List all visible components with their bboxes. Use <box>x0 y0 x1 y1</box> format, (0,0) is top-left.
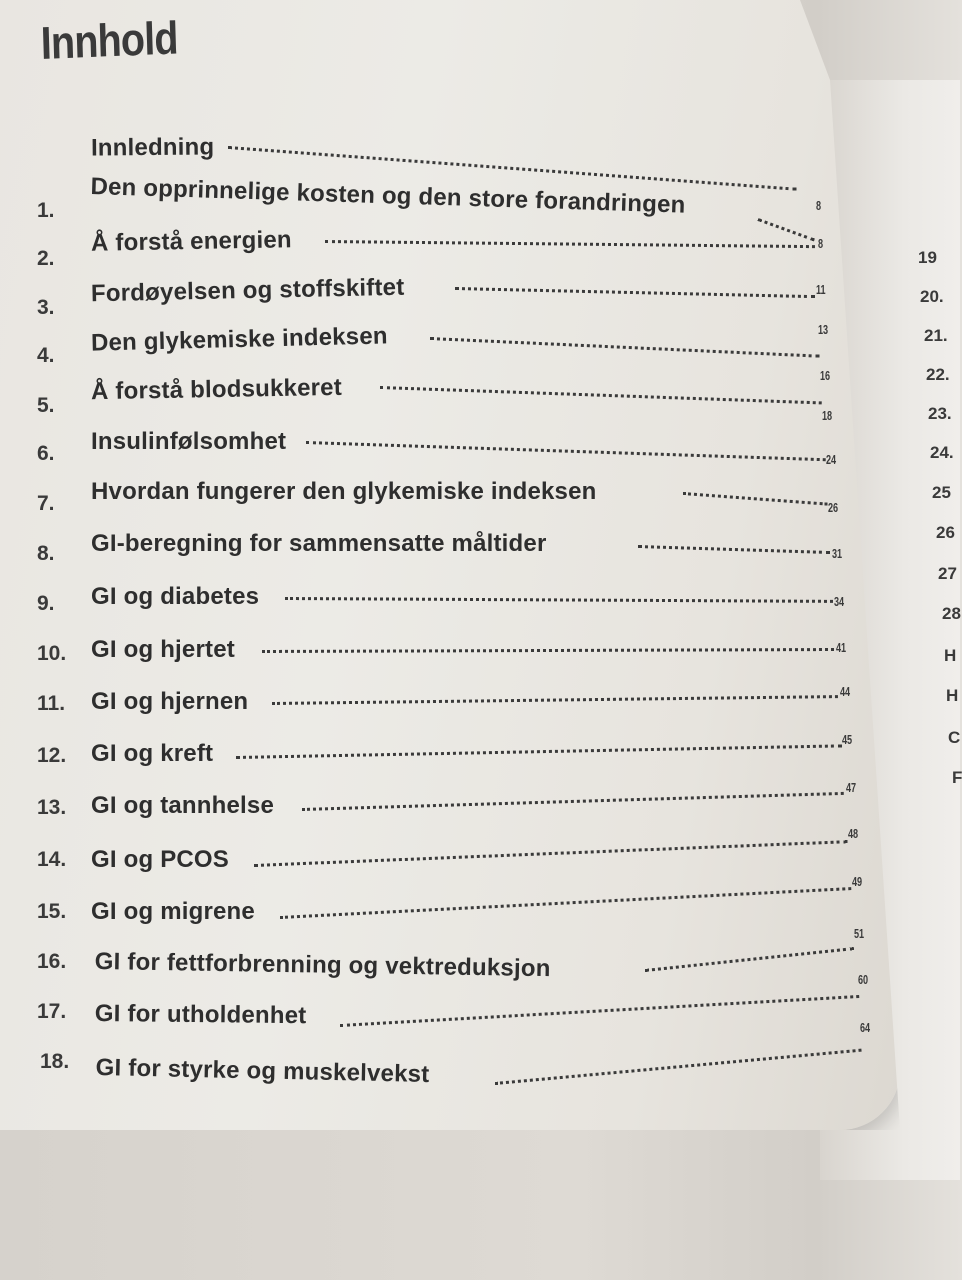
toc-entry-page: 13 <box>818 322 829 337</box>
toc-entry-label: Fordøyelsen og stoffskiftet <box>90 273 405 308</box>
toc-entry-number: 2. <box>37 247 55 270</box>
next-page-number: 27 <box>938 564 957 583</box>
toc-entry-page: 11 <box>816 282 826 297</box>
toc-leader <box>340 995 859 1027</box>
toc-entry-number: 15. <box>37 900 67 923</box>
toc-leader <box>495 1049 862 1085</box>
toc-entry-page: 45 <box>842 732 853 747</box>
toc-leader <box>285 597 833 603</box>
toc-entry-label: GI og hjernen <box>91 688 249 715</box>
toc-entry-label: GI og kreft <box>91 740 214 767</box>
next-page-number: H <box>944 646 957 665</box>
toc-entry-number: 13. <box>37 796 67 819</box>
toc-entry-number: 14. <box>37 848 67 871</box>
toc-entry-label: Hvordan fungerer den glykemiske indeksen <box>91 478 597 505</box>
toc-entry-number: 17. <box>37 1000 67 1023</box>
toc-leader <box>380 386 822 404</box>
toc-entry-page: 16 <box>820 368 831 383</box>
next-page-number: 22. <box>926 365 950 384</box>
toc-entry-number: 5. <box>37 394 55 417</box>
toc-entry-number: 12. <box>37 744 67 767</box>
toc-entry-label: Innledning <box>90 133 215 162</box>
toc-entry-page: 64 <box>860 1020 871 1035</box>
toc-leader <box>280 887 851 919</box>
toc-entry-label: Å forstå energien <box>90 226 292 257</box>
toc-entry-label: GI og PCOS <box>91 846 230 873</box>
toc-entry-page: 47 <box>846 780 857 795</box>
toc-entry-number: 3. <box>37 296 55 319</box>
toc-entry-page: 41 <box>836 640 847 655</box>
toc-entry-label: Å forstå blodsukkeret <box>90 373 343 406</box>
toc-entry-page: 8 <box>816 198 822 213</box>
toc-leader <box>645 947 854 972</box>
toc-entry-label: GI og tannhelse <box>91 792 275 819</box>
toc-entry-page: 24 <box>826 452 837 467</box>
toc-entry-page: 34 <box>834 594 845 609</box>
toc-entry-number: 10. <box>37 642 67 665</box>
toc-entry-label: GI for utholdenhet <box>94 1000 307 1030</box>
toc-entry-number: 18. <box>40 1050 70 1073</box>
toc-entry-label: GI-beregning for sammensatte måltider <box>91 530 547 557</box>
toc-entry-page: 8 <box>818 236 824 251</box>
toc-entry-number: 6. <box>37 442 55 465</box>
next-page-number: 26 <box>936 523 955 542</box>
toc-entry-label: GI og diabetes <box>91 583 260 610</box>
toc-entry-number: 7. <box>37 492 55 515</box>
toc-entry-label: GI og hjertet <box>91 636 235 663</box>
toc-entry-label: Den glykemiske indeksen <box>90 322 389 357</box>
toc-entry-page: 48 <box>848 826 859 841</box>
toc-leader <box>272 695 838 705</box>
toc-entry-number: 9. <box>37 592 55 615</box>
next-page-number: 20. <box>920 287 944 306</box>
toc-leader <box>262 648 834 653</box>
toc-entry-number: 1. <box>37 199 55 222</box>
toc-leader <box>757 218 814 241</box>
toc-leader <box>683 492 828 506</box>
page-title: Innhold <box>40 11 179 69</box>
toc-leader <box>236 744 842 759</box>
toc-entry-page: 49 <box>852 874 863 889</box>
next-page-number: 21. <box>924 326 948 345</box>
toc-entry-number: 8. <box>37 542 55 565</box>
toc-entry-label: GI og migrene <box>91 898 255 925</box>
toc-leader <box>306 441 826 461</box>
toc-leader <box>638 545 830 554</box>
next-page-number: 19 <box>918 248 937 267</box>
toc-entry-number: 16. <box>37 950 67 973</box>
toc-entry-label: Insulinfølsomhet <box>91 428 287 455</box>
toc-entry-page: 31 <box>832 546 843 561</box>
next-page-number: C <box>948 728 961 747</box>
toc-entry-number: 4. <box>37 344 55 367</box>
toc-leader <box>430 337 820 358</box>
toc-entry-page: 26 <box>828 500 839 515</box>
toc-entry-page: 18 <box>822 408 833 423</box>
toc-entry-label: GI for styrke og muskelvekst <box>95 1054 430 1088</box>
toc-leader <box>325 240 815 248</box>
next-page-number: H <box>946 686 959 705</box>
toc-leader <box>254 840 848 867</box>
next-page-number: 23. <box>928 404 952 423</box>
toc-leader <box>302 792 844 811</box>
next-page-number: 28 <box>942 604 961 623</box>
next-page-number: F <box>952 768 962 787</box>
toc-entry-page: 60 <box>858 972 869 987</box>
next-page-number: 24. <box>930 443 954 462</box>
toc-entry-number: 11. <box>37 692 66 715</box>
toc-entry-page: 51 <box>854 926 865 941</box>
toc-entry-label: Den opprinnelige kosten og den store forandringen <box>90 173 686 219</box>
toc-entry-page: 44 <box>840 684 851 699</box>
toc-entry-label: GI for fettforbrenning og vektreduksjon <box>94 948 551 983</box>
next-page-number: 25 <box>932 483 951 502</box>
toc-leader <box>455 287 815 298</box>
